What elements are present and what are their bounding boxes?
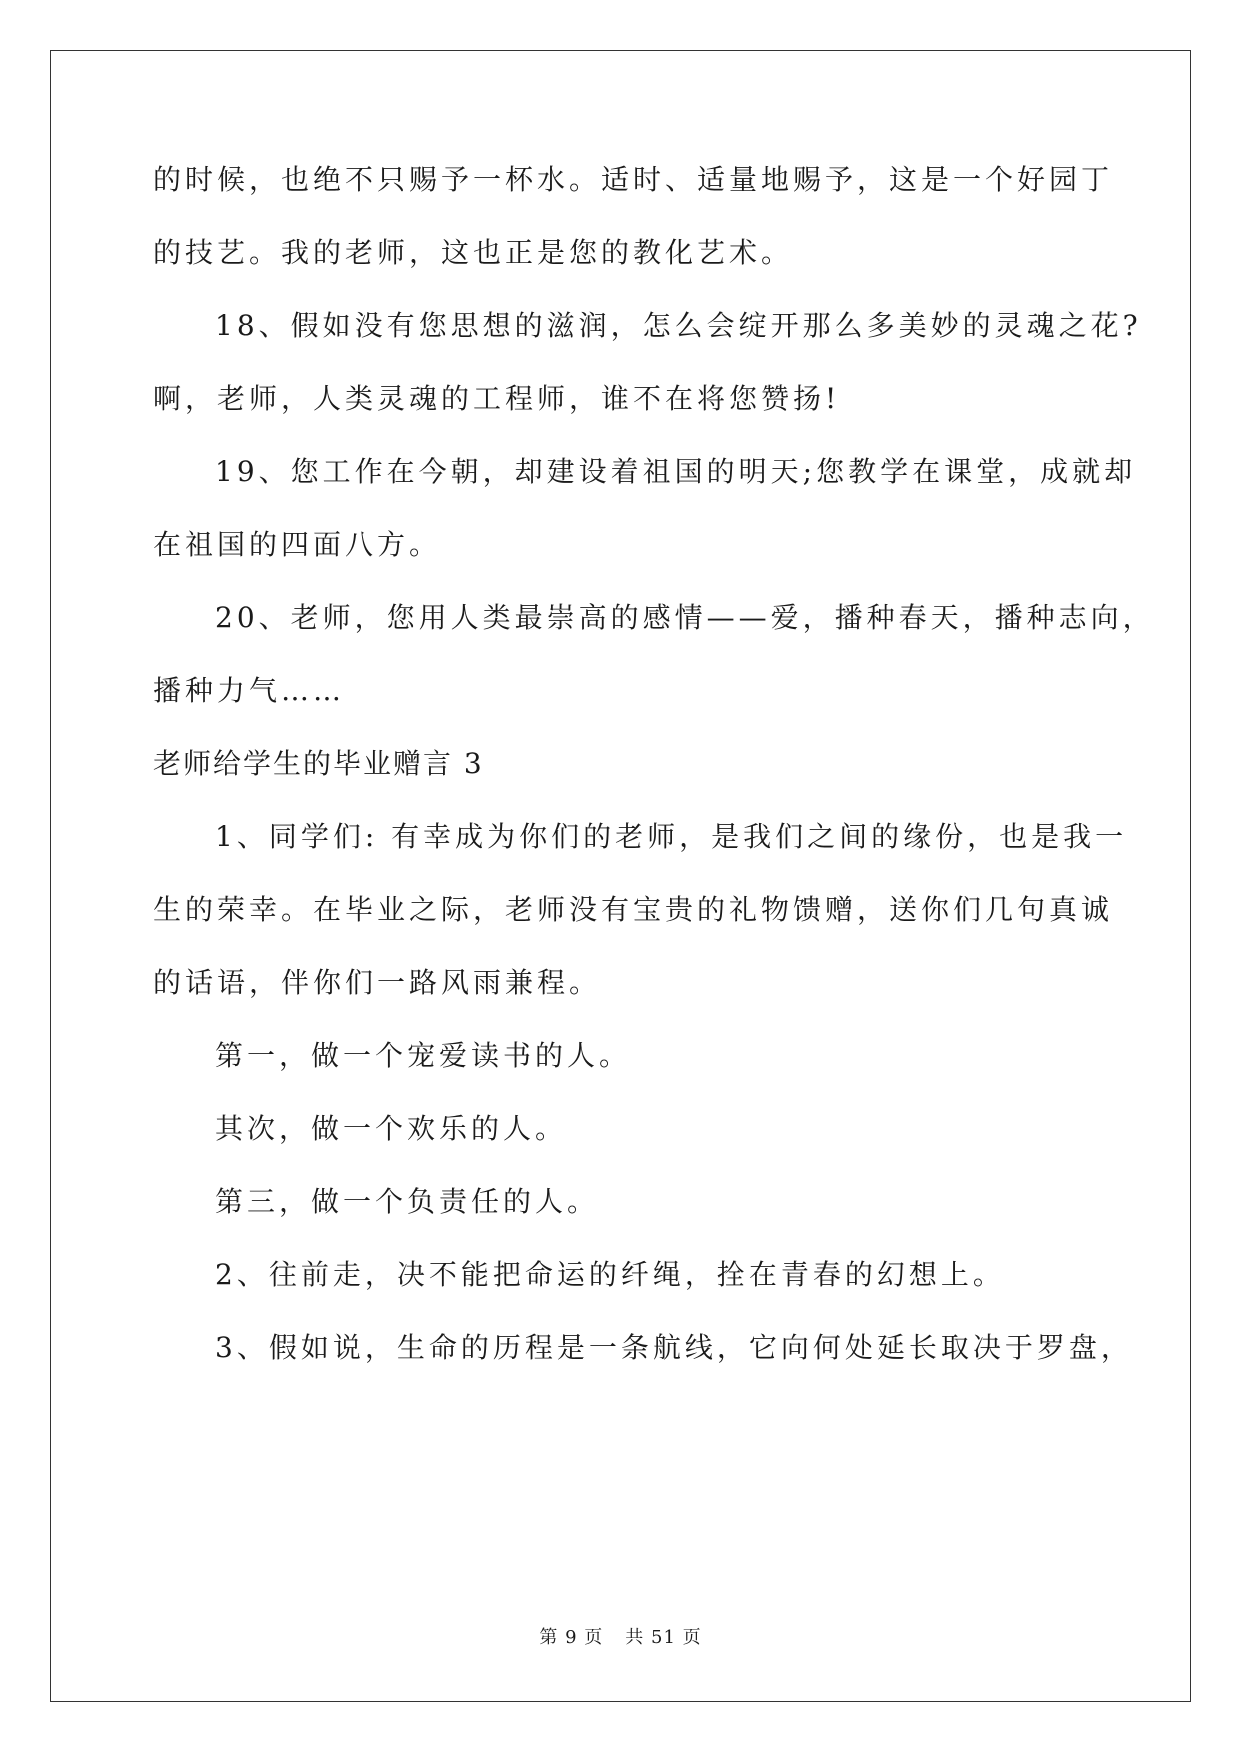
text-line-17: 3、假如说，生命的历程是一条航线，它向何处延长取决于罗盘， <box>215 1331 1133 1364</box>
page-footer <box>0 1626 1241 1650</box>
text-line-16: 2、往前走，决不能把命运的纤绳，拴在青春的幻想上。 <box>215 1258 1005 1291</box>
text-line-7: 20、老师，您用人类最崇高的感情——爱，播种春天，播种志向， <box>215 601 1155 634</box>
total-page-count: 共 51 页 <box>625 1627 702 1648</box>
text-line-1: 的时候，也绝不只赐予一杯水。适时、适量地赐予，这是一个好园丁 <box>153 163 1114 196</box>
text-line-5: 19、您工作在今朝，却建设着祖国的明天;您教学在课堂，成就却 <box>215 455 1137 488</box>
text-line-2: 的技艺。我的老师，这也正是您的教化艺术。 <box>153 236 794 269</box>
text-line-15: 第三，做一个负责任的人。 <box>215 1185 600 1218</box>
text-line-4: 啊，老师，人类灵魂的工程师，谁不在将您赞扬! <box>153 382 841 415</box>
text-line-10: 1、同学们: 有幸成为你们的老师，是我们之间的缘份，也是我一 <box>215 820 1128 853</box>
text-line-3: 18、假如没有您思想的滋润，怎么会绽开那么多美妙的灵魂之花? <box>215 309 1142 342</box>
text-line-8: 播种力气…… <box>153 674 346 707</box>
text-line-14: 其次，做一个欢乐的人。 <box>215 1112 568 1145</box>
text-line-6: 在祖国的四面八方。 <box>153 528 442 561</box>
text-line-12: 的话语，伴你们一路风雨兼程。 <box>153 966 602 999</box>
section-heading: 老师给学生的毕业赠言 3 <box>153 747 484 780</box>
text-line-11: 生的荣幸。在毕业之际，老师没有宝贵的礼物馈赠，送你们几句真诚 <box>153 893 1114 926</box>
current-page-number: 第 9 页 <box>539 1627 604 1648</box>
page-border <box>50 50 1191 1702</box>
text-line-13: 第一，做一个宠爱读书的人。 <box>215 1039 632 1072</box>
